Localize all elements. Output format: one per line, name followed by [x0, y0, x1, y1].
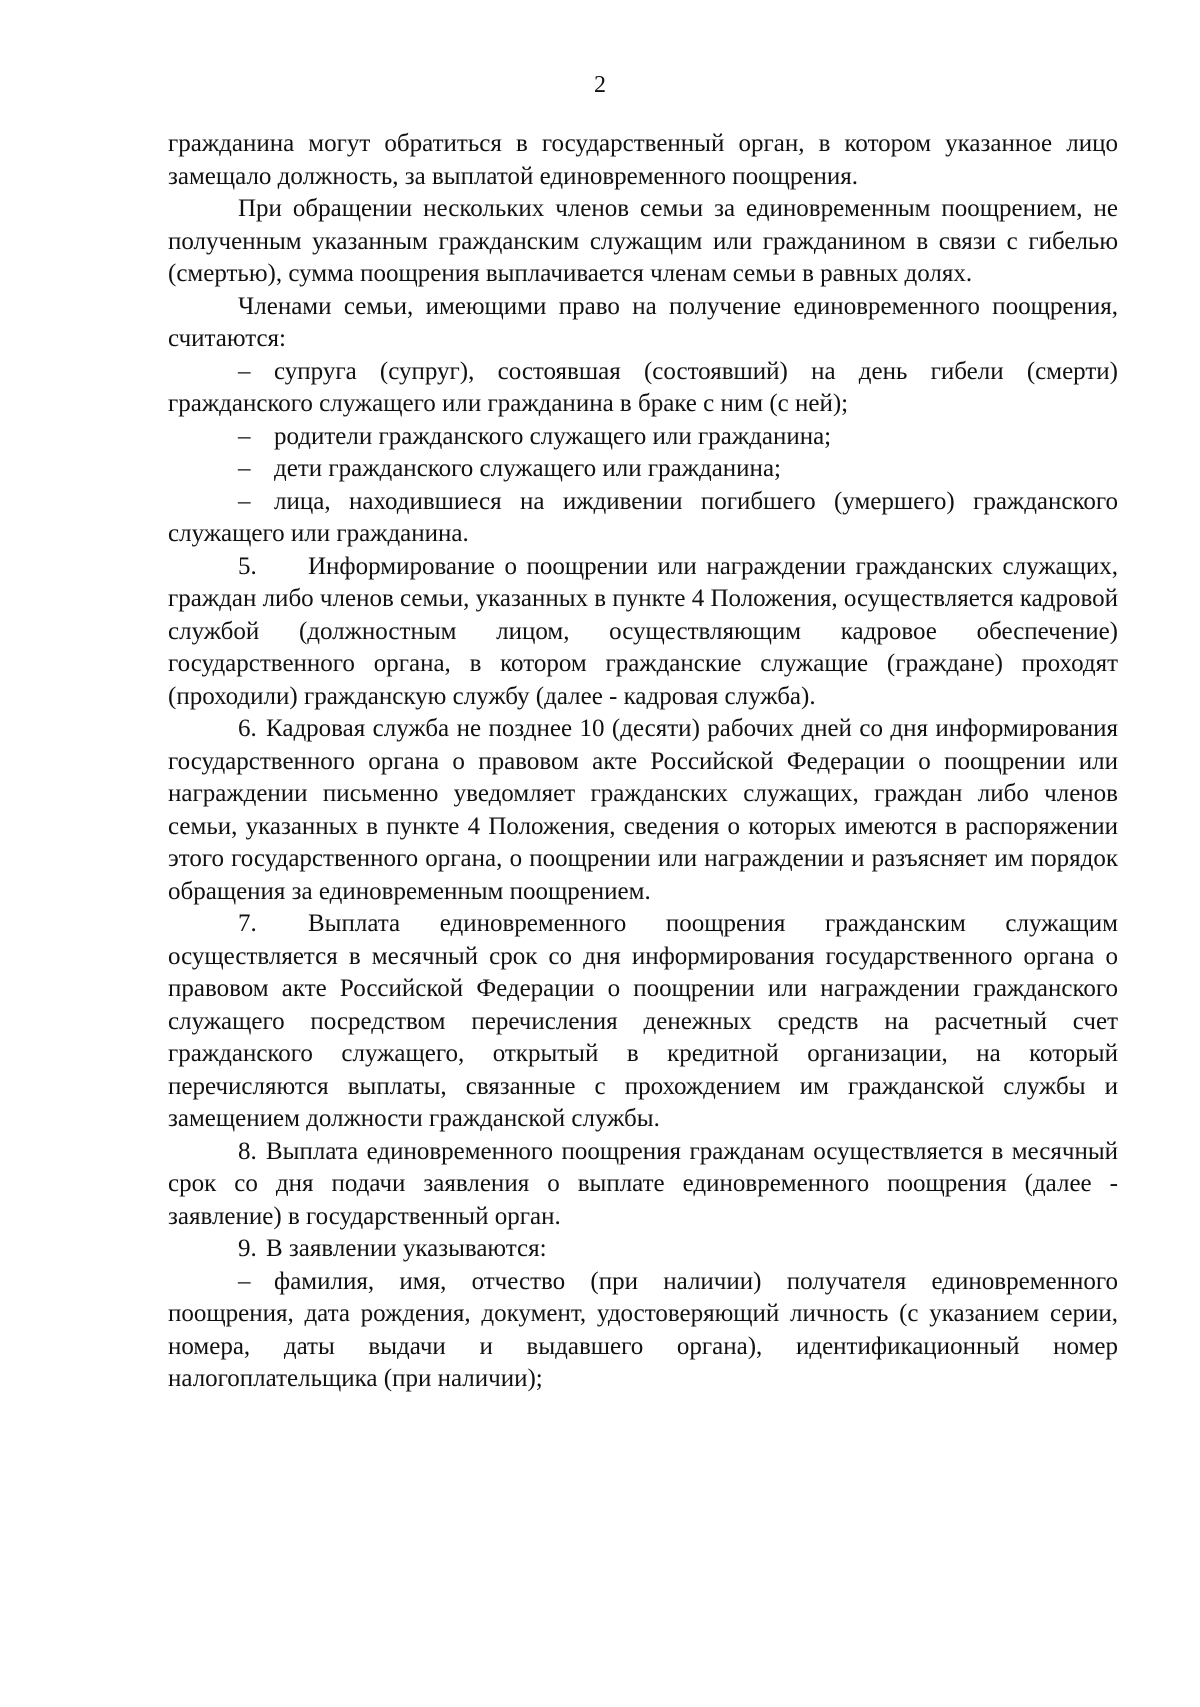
list-item-text: родители гражданского служащего или гражданина; — [274, 422, 832, 450]
paragraph: При обращении нескольких членов семьи за единовременным поощрением, не полученным указанным гражданским служащим или гражданином в связи с гибелью (смертью), сумма поощрения выплачивается членам семьи в равных долях. — [168, 195, 1118, 287]
clause-number: 5. — [238, 552, 257, 580]
list-item — [168, 421, 1118, 454]
list-dash: – — [238, 455, 251, 482]
clause-text: Выплата единовременного поощрения гражданам осуществляется в месячный срок со дня подачи заявления о выплате единовременного поощрения (далее - заявление) в государственный орган. — [168, 1137, 1118, 1230]
numbered-clause — [168, 551, 1118, 714]
list-dash: – — [238, 487, 251, 515]
list-item-text: лица, находившиеся на иждивении погибшего (умершего) гражданского служащего или гражданина. — [168, 487, 1118, 547]
clause-text: Выплата единовременного поощрения гражданским служащим осуществляется в месячный срок со дня информирования государственного органа о правовом акте Российской Федерации о поощрении или награждении гражданского служащего посредством перечисления денежных средств на расчетный счет гражданского служащего, открытый в кредитной организации, на который перечисляются выплаты, связанные с прохождением им гражданской службы и замещением должности гражданской службы. — [168, 910, 1118, 1132]
list-item-text: дети гражданского служащего или гражданина; — [274, 455, 781, 482]
numbered-clause — [168, 908, 1118, 1136]
paragraph-continuation: гражданина могут обратиться в государственный орган, в котором указанное лицо замещало должность, за выплатой единовременного поощрения. — [168, 130, 1118, 190]
list-item — [168, 486, 1118, 551]
list-item — [168, 356, 1118, 421]
clause-text: В заявлении указываются: — [266, 1235, 547, 1262]
page-number: 2 — [594, 72, 606, 98]
list-item-text: супруга (супруг), состоявшая (состоявший) на день гибели (смерти) гражданского служащего или гражданина в браке с ним (с ней); — [168, 357, 1118, 417]
clause-text: Кадровая служба не позднее 10 (десяти) рабочих дней со дня информирования государственного органа о правовом акте Российской Федерации о поощрении или награждении письменно уведомляет гражданских служащих, граждан либо членов семьи, указанных в пункте 4 Положения, сведения о которых имеются в распоряжении этого государственного органа, о поощрении или награждении и разъясняет им порядок обращения за единовременным поощрением. — [168, 715, 1118, 905]
clause-number: 7. — [238, 910, 257, 937]
paragraph: Членами семьи, имеющими право на получение единовременного поощрения, считаются: — [168, 292, 1118, 352]
list-dash: – — [238, 422, 251, 450]
list-item — [168, 1266, 1118, 1396]
numbered-clause — [168, 713, 1118, 908]
list-item-text: фамилия, имя, отчество (при наличии) получателя единовременного поощрения, дата рождения, документ, удостоверяющий личность (с указанием серии, номера, даты выдачи и выдавшего органа), идентификационный номер налогоплательщика (при наличии); — [168, 1267, 1118, 1392]
list-dash: – — [238, 357, 251, 385]
clause-number: 9. — [238, 1235, 257, 1262]
clause-text: Информирование о поощрении или награждении гражданских служащих, граждан либо членов семьи, указанных в пункте 4 Положения, осуществляется кадровой службой (должностным лицом, осуществляющим кадровое обеспечение) государственного органа, в котором гражданские служащие (граждане) проходят (проходили) гражданскую службу (далее - кадровая служба). — [168, 552, 1118, 710]
numbered-clause — [168, 1233, 1118, 1266]
list-item — [168, 453, 1118, 486]
clause-number: 8. — [238, 1137, 257, 1165]
numbered-clause — [168, 1136, 1118, 1234]
list-dash: – — [238, 1267, 251, 1295]
document-body — [168, 128, 1118, 1396]
clause-number: 6. — [238, 715, 257, 742]
